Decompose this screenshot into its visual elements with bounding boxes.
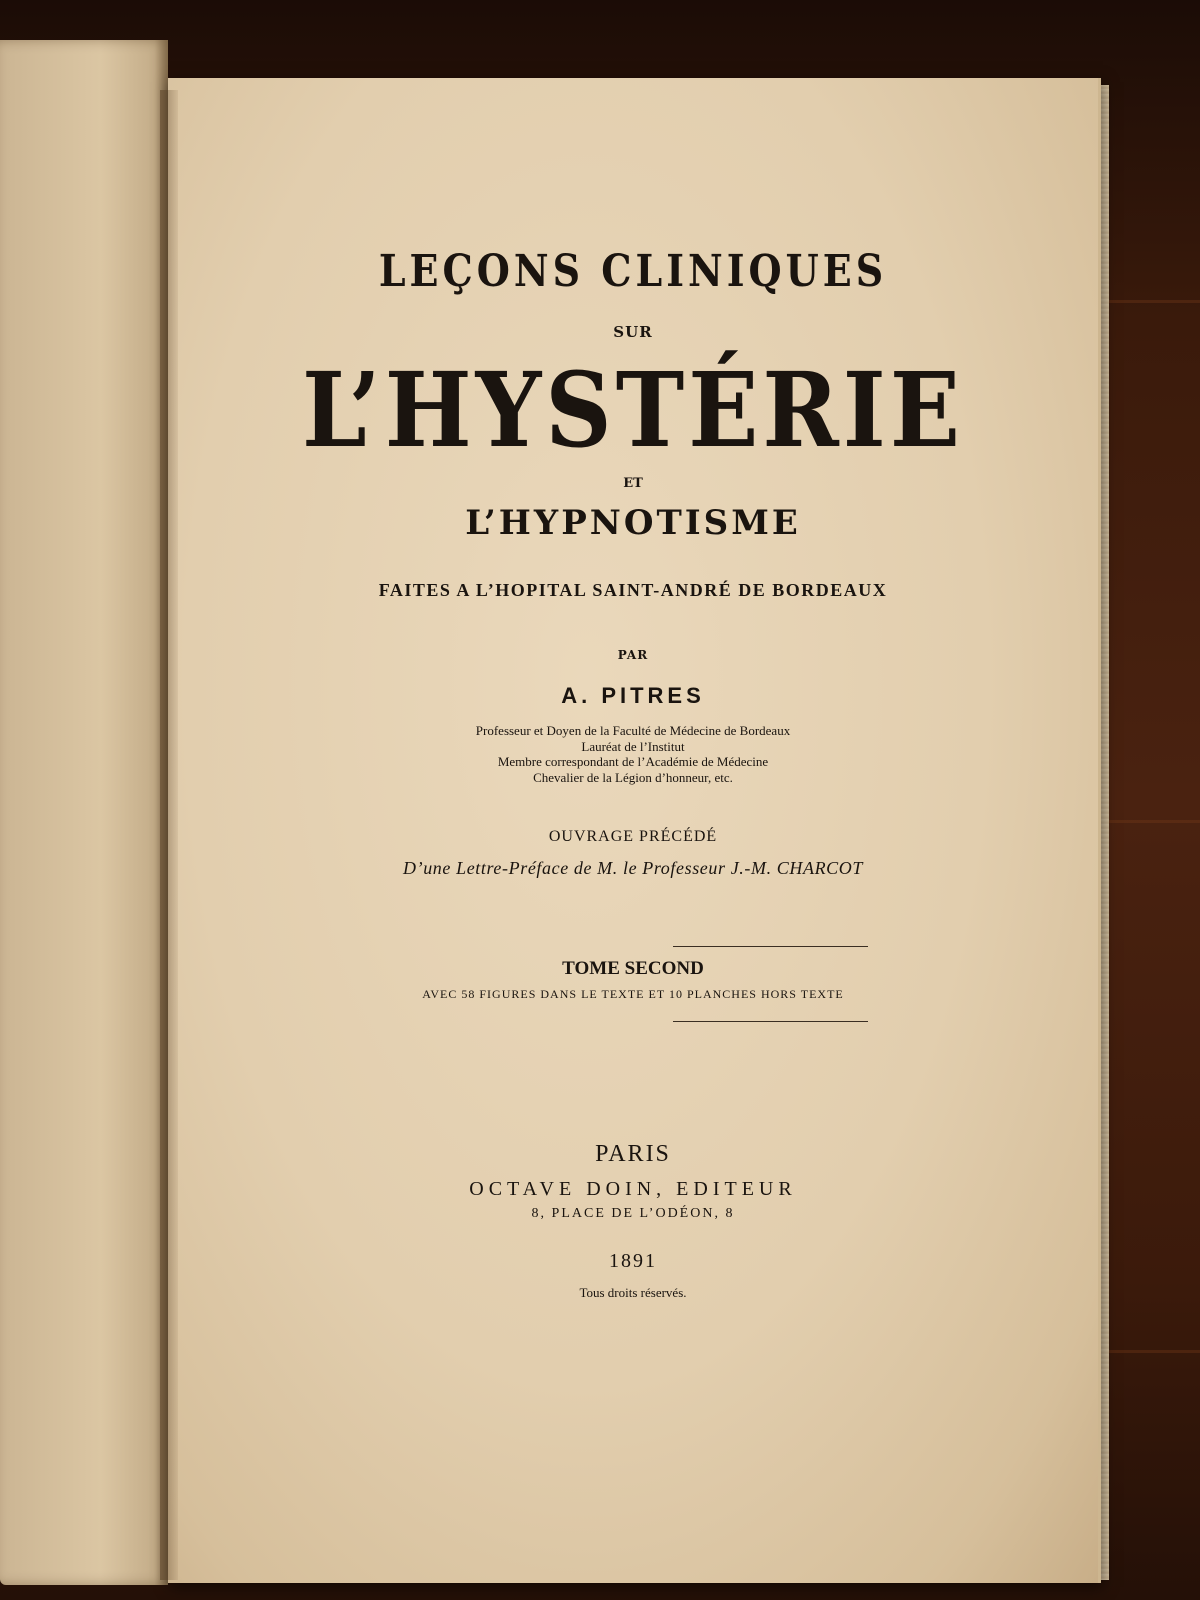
credential-line: Professeur et Doyen de la Faculté de Médecine de Bordeaux [475, 723, 791, 738]
author-credentials [168, 723, 1098, 785]
title-line-2: SUR [613, 323, 653, 341]
publication-year: 1891 [609, 1250, 657, 1272]
book-gutter [160, 90, 178, 1580]
location-line: FAITES A L’HOPITAL SAINT-ANDRÉ DE BORDEAUX [378, 580, 888, 600]
subtitle: L’HYPNOTISME [465, 503, 801, 543]
credential-line: Membre correspondant de l’Académie de Médecine [497, 754, 769, 769]
conjunction: ET [623, 476, 643, 491]
preface-line: D’une Lettre-Préface de M. le Professeur J.-M. CHARCOT [403, 858, 863, 878]
left-page [0, 40, 168, 1585]
divider-bottom [673, 1021, 868, 1022]
credential-line: Chevalier de la Légion d’honneur, etc. [533, 769, 733, 785]
volume-line: TOME SECOND [562, 958, 704, 979]
figures-line: AVEC 58 FIGURES DANS LE TEXTE ET 10 PLANCHES HORS TEXTE [422, 987, 844, 1001]
by-line: PAR [617, 648, 649, 662]
city: PARIS [595, 1141, 671, 1167]
title-page [168, 78, 1101, 1583]
publisher: OCTAVE DOIN, EDITEUR [469, 1178, 797, 1200]
preceded-line: OUVRAGE PRÉCÉDÉ [548, 828, 718, 845]
title-line-1: LEÇONS CLINIQUES [378, 244, 888, 297]
rights-notice: Tous droits réservés. [579, 1285, 687, 1300]
main-title: L’HYSTÉRIE [302, 349, 964, 471]
publisher-address: 8, PLACE DE L’ODÉON, 8 [531, 1206, 735, 1221]
divider-top [673, 946, 868, 947]
credential-line: Lauréat de l’Institut [581, 738, 685, 754]
author-name: A. PITRES [561, 683, 705, 708]
